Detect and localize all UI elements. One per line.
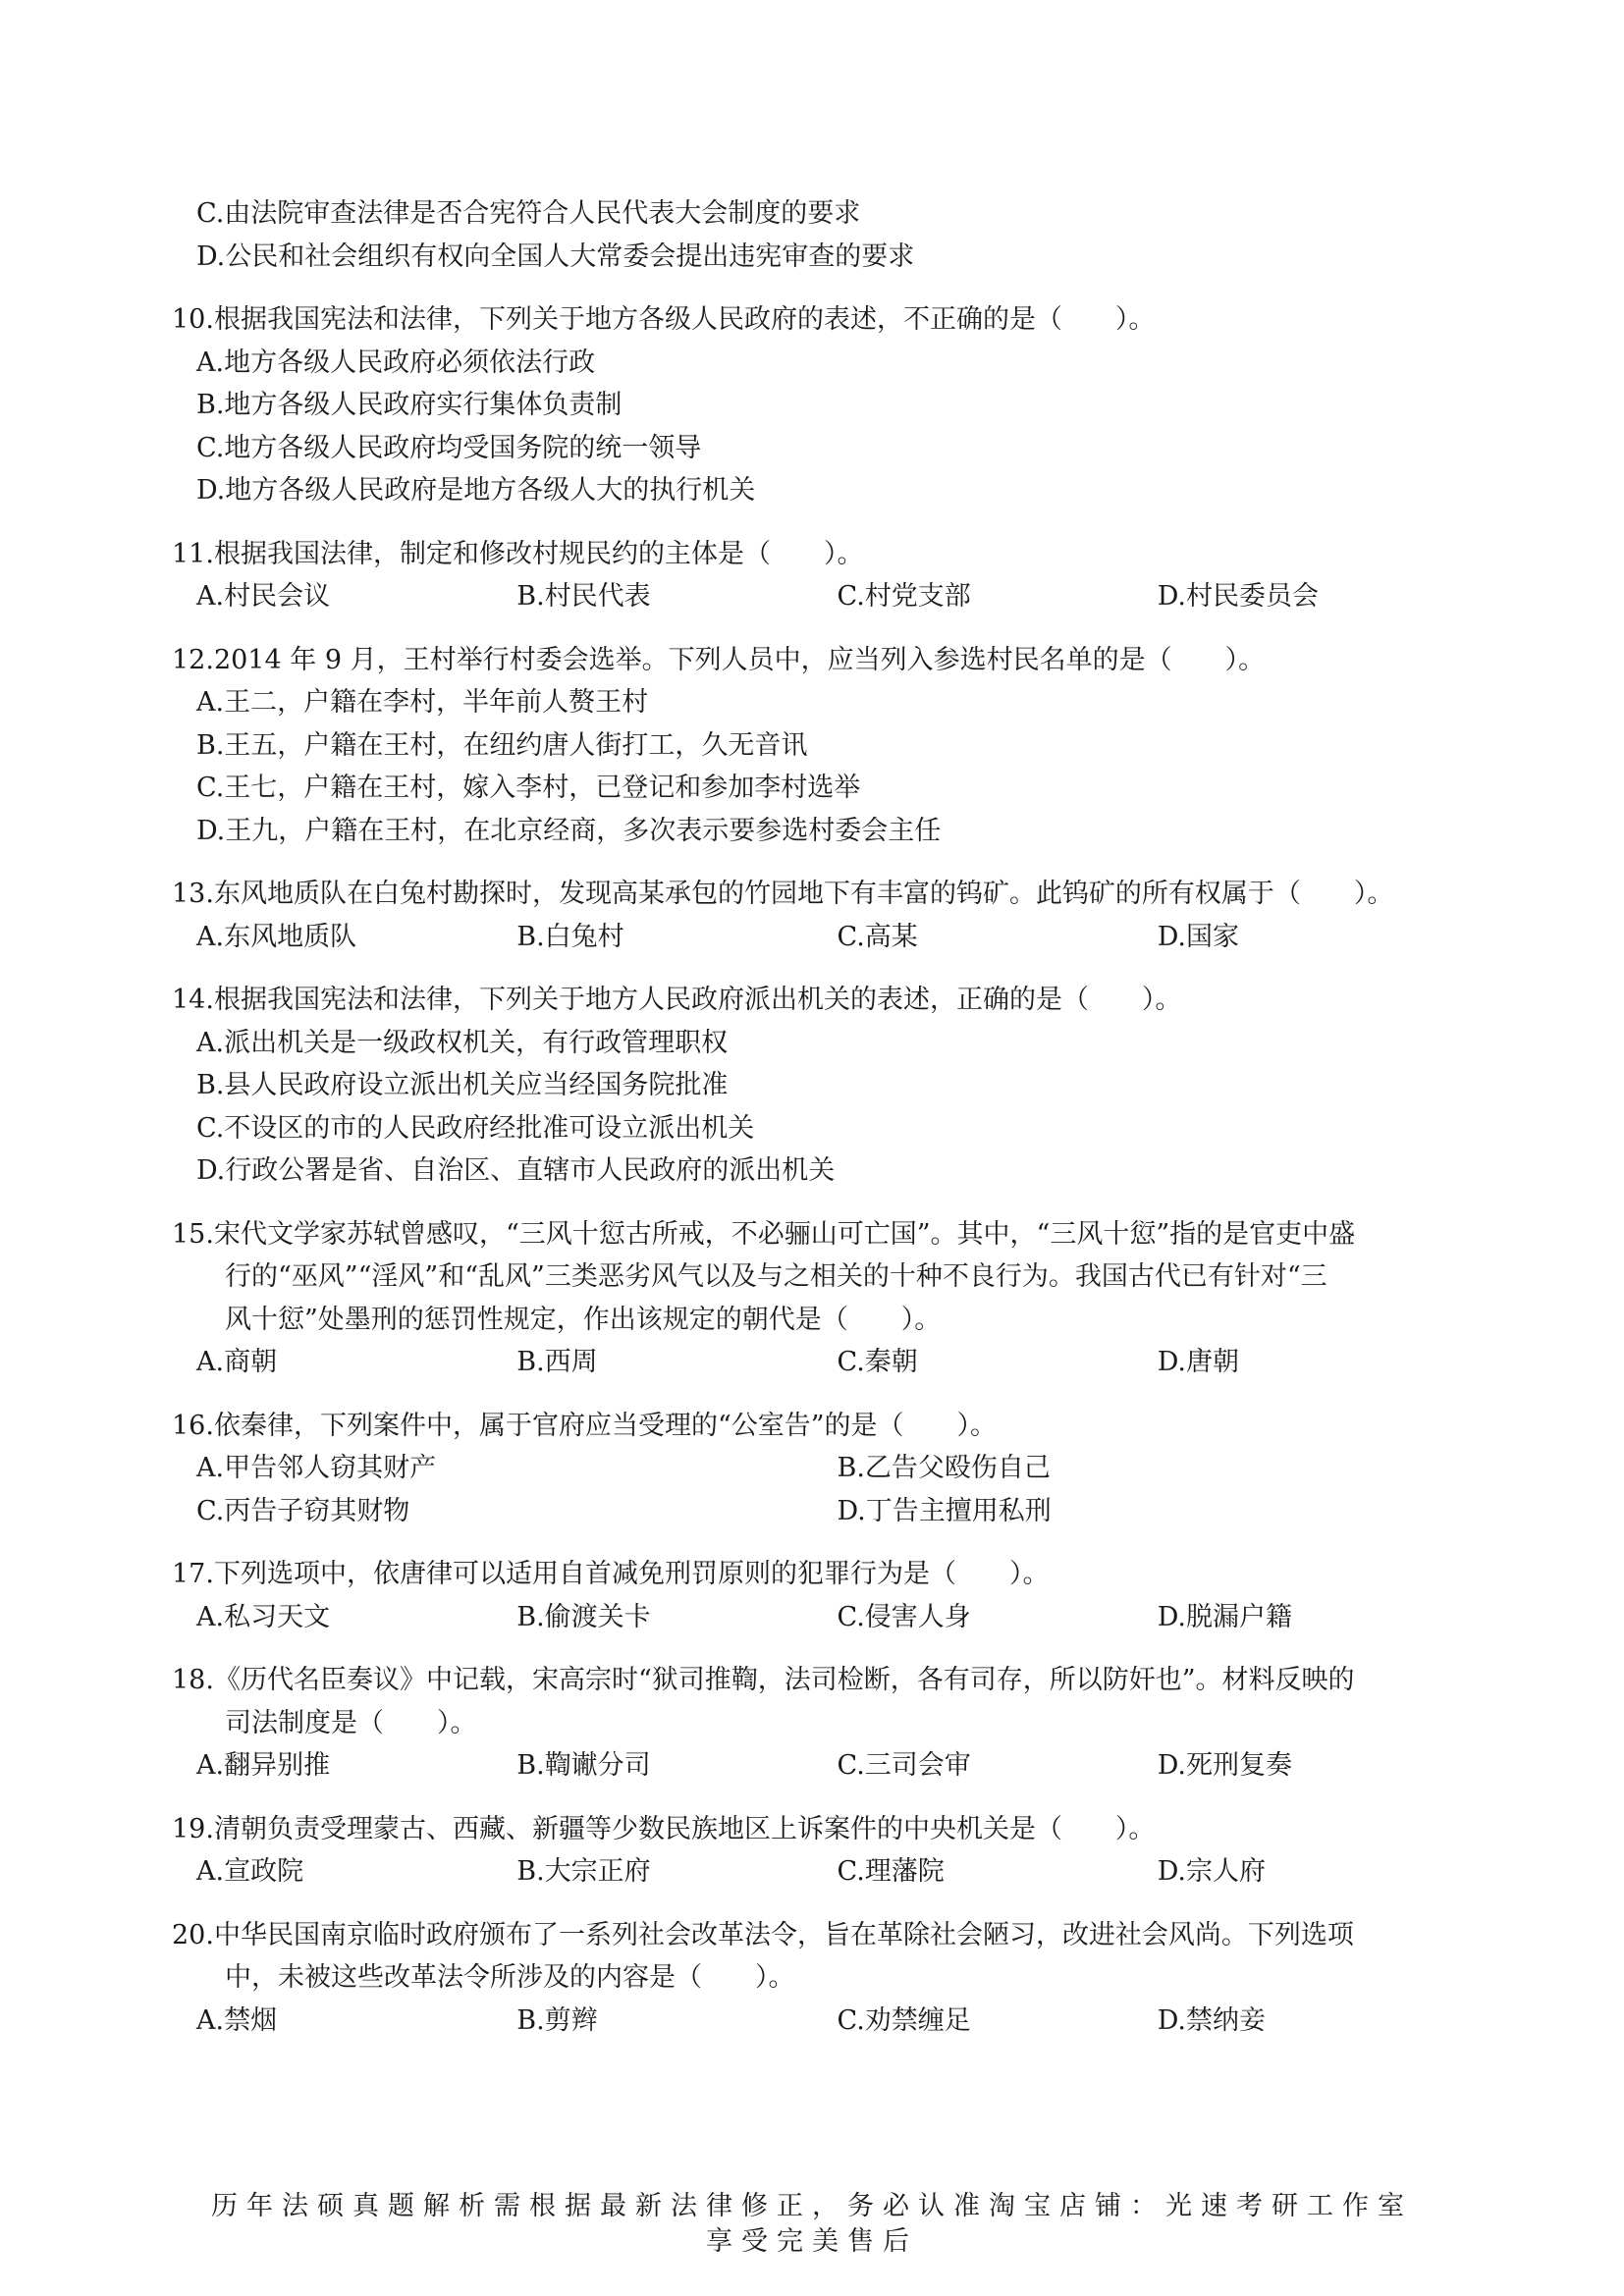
option-a: A.翻异别推 — [196, 1750, 331, 1781]
question-stem-line-2: 行的“巫风”“淫风”和“乱风”三类恶劣风气以及与之相关的十种不良行为。我国古代已有针对“三 — [172, 1261, 1327, 1292]
option-d: D.行政公署是省、自治区、直辖市人民政府的派出机关 — [196, 1155, 836, 1186]
question-stem: 11.根据我国法律，制定和修改村规民约的主体是（ ）。 — [172, 538, 864, 569]
option-a: A.地方各级人民政府必须依法行政 — [196, 347, 596, 378]
option-c: C.劝禁缠足 — [837, 2004, 971, 2036]
question-stem: 17.下列选项中，依唐律可以适用自首减免刑罚原则的犯罪行为是（ ）。 — [172, 1559, 1050, 1589]
option-a: A.村民会议 — [196, 581, 331, 612]
exam-page — [172, 192, 1478, 2062]
question-stem: 12.2014 年 9 月，王村举行村委会选举。下列人员中，应当列入参选村民名单的是（ ）。 — [172, 644, 1266, 675]
option-a: A.宣政院 — [196, 1856, 304, 1887]
options-row — [172, 575, 1478, 618]
option-d: D.国家 — [1157, 921, 1240, 952]
question-stem-line-2: 中，未被这些改革法令所涉及的内容是（ ）。 — [172, 1962, 795, 1993]
option-d: D.王九，户籍在王村，在北京经商，多次表示要参选村委会主任 — [196, 815, 942, 846]
option-c: C.村党支部 — [837, 581, 971, 612]
question-stem-line-1: 15.宋代文学家苏轼曾感叹，“三风十愆古所戒，不必骊山可亡国”。其中，“三风十愆”指的是官吏中盛 — [172, 1218, 1356, 1250]
carryover-options — [172, 192, 1478, 278]
question-15 — [172, 1213, 1478, 1384]
question-10 — [172, 298, 1478, 512]
question-stem-line-2: 司法制度是（ ）。 — [172, 1707, 477, 1738]
option-b: B.乙告父殴伤自己 — [837, 1453, 1051, 1483]
option-b: B.西周 — [516, 1347, 598, 1377]
option-d: D.公民和社会组织有权向全国人大常委会提出违宪审查的要求 — [196, 240, 915, 272]
options-row-1 — [172, 1447, 1478, 1490]
options-row — [172, 1341, 1478, 1384]
option-a: A.甲告邻人窃其财产 — [196, 1453, 437, 1483]
option-a: A.派出机关是一级政权机关，有行政管理职权 — [196, 1027, 729, 1058]
option-b: B.村民代表 — [516, 581, 651, 612]
options-row — [172, 916, 1478, 959]
option-c: C.由法院审查法律是否合宪符合人民代表大会制度的要求 — [196, 198, 861, 229]
footer-notice: 历年法硕真题解析需根据最新法律修正，务必认准淘宝店铺：光速考研工作室 — [211, 2191, 1413, 2221]
question-stem: 19.清朝负责受理蒙古、西藏、新疆等少数民族地区上诉案件的中央机关是（ ）。 — [172, 1813, 1156, 1844]
option-b: B.大宗正府 — [516, 1856, 651, 1887]
question-stem-line-1: 20.中华民国南京临时政府颁布了一系列社会改革法令，旨在革除社会陋习，改进社会风尚。下列选项 — [172, 1919, 1354, 1950]
question-stem-line-3: 风十愆”处墨刑的惩罚性规定，作出该规定的朝代是（ ）。 — [172, 1304, 942, 1335]
options-row — [172, 1744, 1478, 1788]
option-c: C.理藩院 — [837, 1856, 945, 1887]
option-b: B.偷渡关卡 — [516, 1601, 651, 1632]
question-13 — [172, 873, 1478, 958]
option-d: D.宗人府 — [1157, 1856, 1267, 1887]
option-b: B.地方各级人民政府实行集体负责制 — [196, 390, 623, 420]
option-a: A.王二，户籍在李村，半年前人赘王村 — [196, 687, 649, 718]
option-c: C.秦朝 — [837, 1347, 918, 1377]
question-20 — [172, 1914, 1478, 2043]
question-16 — [172, 1405, 1478, 1533]
option-b: B.县人民政府设立派出机关应当经国务院批准 — [196, 1070, 729, 1100]
option-a: A.私习天文 — [196, 1601, 331, 1632]
option-b: B.王五，户籍在王村，在纽约唐人街打工，久无音讯 — [196, 729, 808, 761]
options-row — [172, 2000, 1478, 2043]
option-b: B.鞫谳分司 — [516, 1750, 651, 1781]
option-d: D.村民委员会 — [1157, 581, 1320, 612]
option-d: D.脱漏户籍 — [1157, 1601, 1293, 1632]
options-row — [172, 1596, 1478, 1639]
question-19 — [172, 1808, 1478, 1894]
option-d: D.禁纳妾 — [1157, 2004, 1267, 2036]
question-12 — [172, 639, 1478, 853]
question-11 — [172, 533, 1478, 618]
option-d: D.丁告主擅用私刑 — [837, 1495, 1052, 1526]
option-a: A.禁烟 — [196, 2004, 278, 2036]
option-c: C.三司会审 — [837, 1750, 971, 1781]
option-d: D.死刑复奏 — [1157, 1750, 1293, 1781]
question-stem: 16.依秦律，下列案件中，属于官府应当受理的“公室告”的是（ ）。 — [172, 1410, 998, 1441]
options-row — [172, 1850, 1478, 1894]
option-c: C.王七，户籍在王村，嫁入李村，已登记和参加李村选举 — [196, 773, 861, 803]
question-17 — [172, 1553, 1478, 1638]
question-stem: 13.东风地质队在白兔村勘探时，发现高某承包的竹园地下有丰富的钨矿。此钨矿的所有权属于（ ）。 — [172, 879, 1394, 909]
option-b: B.白兔村 — [516, 921, 624, 952]
option-c: C.高某 — [837, 921, 918, 952]
option-c: C.侵害人身 — [837, 1601, 971, 1632]
question-stem: 14.根据我国宪法和法律，下列关于地方人民政府派出机关的表述，正确的是（ ）。 — [172, 985, 1182, 1015]
option-d: D.地方各级人民政府是地方各级人大的执行机关 — [196, 475, 756, 506]
option-d: D.唐朝 — [1157, 1347, 1240, 1377]
option-a: A.东风地质队 — [196, 921, 357, 952]
option-c: C.丙告子窃其财物 — [196, 1495, 410, 1526]
footer-notice-2: 享受完美售后 — [706, 2226, 918, 2257]
option-c: C.地方各级人民政府均受国务院的统一领导 — [196, 432, 702, 463]
options-row-2 — [172, 1490, 1478, 1533]
page-footer — [0, 2189, 1624, 2260]
option-b: B.剪辫 — [516, 2004, 598, 2036]
question-stem: 10.根据我国宪法和法律，下列关于地方各级人民政府的表述，不正确的是（ ）。 — [172, 304, 1156, 335]
option-c: C.不设区的市的人民政府经批准可设立派出机关 — [196, 1112, 755, 1144]
question-18 — [172, 1659, 1478, 1788]
question-14 — [172, 979, 1478, 1193]
option-a: A.商朝 — [196, 1347, 278, 1377]
question-stem-line-1: 18.《历代名臣奏议》中记载，宋高宗时“狱司推鞫，法司检断，各有司存，所以防奸也”。材料反映的 — [172, 1665, 1355, 1695]
